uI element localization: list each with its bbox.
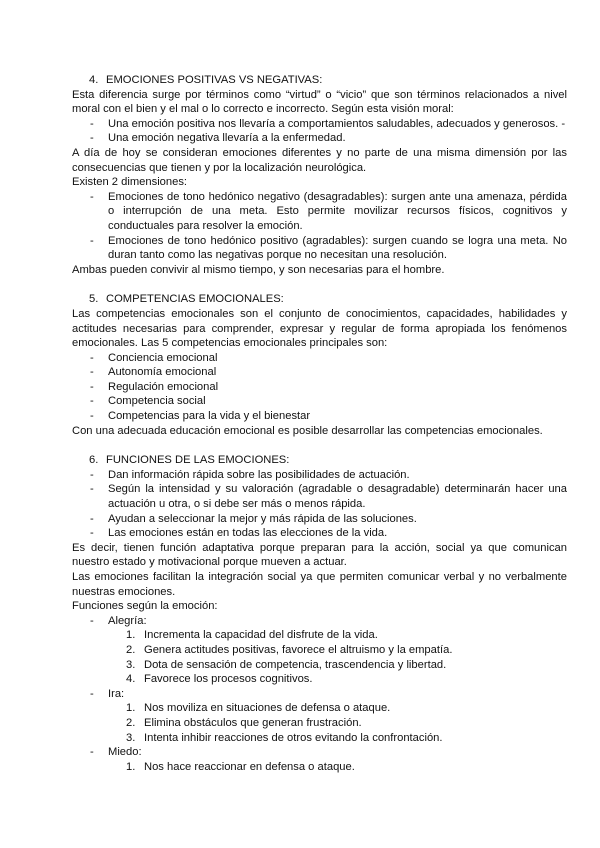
item-text: Favorece los procesos cognitivos. [144, 673, 313, 686]
bullet-list [72, 190, 567, 263]
list-item: - Las emociones están en todas las elecciones de la vida. [72, 526, 567, 541]
item-number: 1. [126, 629, 136, 642]
list-item: - Competencia social [72, 394, 567, 409]
item-number: 3. [126, 731, 136, 744]
section-heading-4 [72, 73, 567, 88]
item-number: 2. [126, 643, 136, 656]
bullet-list [72, 351, 567, 424]
emotion-item [72, 687, 567, 702]
paragraph: Las emociones facilitan la integración social ya que permiten comunicar verbal y no verbalmente nuestras emociones. [72, 571, 567, 598]
item-number: 2. [126, 716, 136, 729]
section-number: 4. [89, 74, 99, 86]
numbered-list [72, 628, 567, 686]
numbered-item [72, 701, 567, 716]
numbered-item [72, 628, 567, 643]
section-title: EMOCIONES POSITIVAS VS NEGATIVAS: [106, 74, 323, 86]
emotion-list [72, 614, 567, 629]
list-item: - Emociones de tono hedónico positivo (agradables): surgen cuando se logra una meta. No duran tanto como las negativas porque no necesitan una resolución. [72, 234, 567, 263]
list-item: - Competencias para la vida y el bienestar [72, 409, 567, 424]
numbered-list [72, 701, 567, 745]
bullet-list [72, 117, 567, 146]
item-text: Intenta inhibir reacciones de otros evitando la confrontación. [144, 731, 443, 744]
paragraph: Ambas pueden convivir al mismo tiempo, y son necesarias para el hombre. [72, 263, 445, 276]
list-item: - Ayudan a seleccionar la mejor y más rápida de las soluciones. [72, 512, 567, 527]
paragraph: Esta diferencia surge por términos como “virtud” o “vicio” que son términos relacionados a nivel moral con el bien y el mal o lo correcto e incorrecto. Según esta visión moral: [72, 88, 567, 116]
emotion-item [72, 745, 567, 760]
numbered-item [72, 760, 567, 775]
list-item: - Conciencia emocional [72, 351, 567, 366]
item-number: 4. [126, 673, 136, 686]
section-title: FUNCIONES DE LAS EMOCIONES: [106, 454, 290, 467]
paragraph: Es decir, tienen función adaptativa porque preparan para la acción, social ya que comunican nuestro estado y motivacional porque mueven a actuar. [72, 541, 567, 569]
emotion-list [72, 745, 567, 760]
section-number: 5. [89, 293, 99, 306]
numbered-item [72, 658, 567, 673]
item-text: Nos hace reaccionar en defensa o ataque. [144, 760, 355, 773]
numbered-list [72, 760, 567, 775]
list-item: - Una emoción negativa llevaría a la enfermedad. [72, 131, 567, 146]
item-number: 3. [126, 658, 136, 671]
item-text: Incrementa la capacidad del disfrute de la vida. [144, 629, 378, 642]
paragraph: A día de hoy se consideran emociones diferentes y no parte de una misma dimensión por las consecuencias que tienen y por la localización neurológica. [72, 146, 567, 174]
paragraph: Con una adecuada educación emocional es posible desarrollar las competencias emocionales. [72, 424, 543, 437]
item-number: 1. [126, 702, 136, 715]
emotion-name: Alegría: [108, 614, 147, 627]
item-text: Dota de sensación de competencia, trascendencia y libertad. [144, 658, 447, 671]
emotion-item [72, 614, 567, 629]
paragraph: Funciones según la emoción: [72, 600, 218, 613]
list-item: - Una emoción positiva nos llevaría a comportamientos saludables, adecuados y generosos. - [72, 117, 567, 132]
paragraph: Las competencias emocionales son el conjunto de conocimientos, capacidades, habilidades y actitudes necesarias para comprender, expresar y regular de forma apropiada los fenómenos emocionales. Las 5 competencias emocionales principales son: [72, 307, 567, 350]
item-text: Elimina obstáculos que generan frustración. [144, 716, 362, 729]
list-item: - Regulación emocional [72, 380, 567, 395]
section-heading-5 [72, 292, 567, 307]
document-body [72, 73, 567, 774]
list-item: - Dan información rápida sobre las posibilidades de actuación. [72, 468, 567, 483]
item-text: Nos moviliza en situaciones de defensa o ataque. [144, 702, 391, 715]
item-text: Genera actitudes positivas, favorece el altruismo y la empatía. [144, 643, 453, 656]
list-item: - Según la intensidad y su valoración (agradable o desagradable) determinarán hacer una actuación u otra, o si debe ser más o menos rápida. [72, 482, 567, 511]
item-number: 1. [126, 760, 136, 773]
list-item: - Emociones de tono hedónico negativo (desagradables): surgen ante una amenaza, pérdida o interrupción de una meta. Esto permite movilizar recursos físicos, cognitivos y conductuales para resolver la emoción. [72, 190, 567, 234]
section-number: 6. [89, 454, 99, 467]
emotion-list [72, 687, 567, 702]
bullet-list [72, 468, 567, 541]
paragraph: Existen 2 dimensiones: [72, 176, 188, 189]
emotion-name: Miedo: [108, 746, 142, 759]
list-item: - Autonomía emocional [72, 365, 567, 380]
numbered-item [72, 716, 567, 731]
numbered-item [72, 672, 567, 687]
numbered-item [72, 643, 567, 658]
section-heading-6 [72, 453, 567, 468]
emotion-name: Ira: [108, 687, 125, 700]
section-title: COMPETENCIAS EMOCIONALES: [106, 293, 284, 306]
numbered-item [72, 731, 567, 746]
